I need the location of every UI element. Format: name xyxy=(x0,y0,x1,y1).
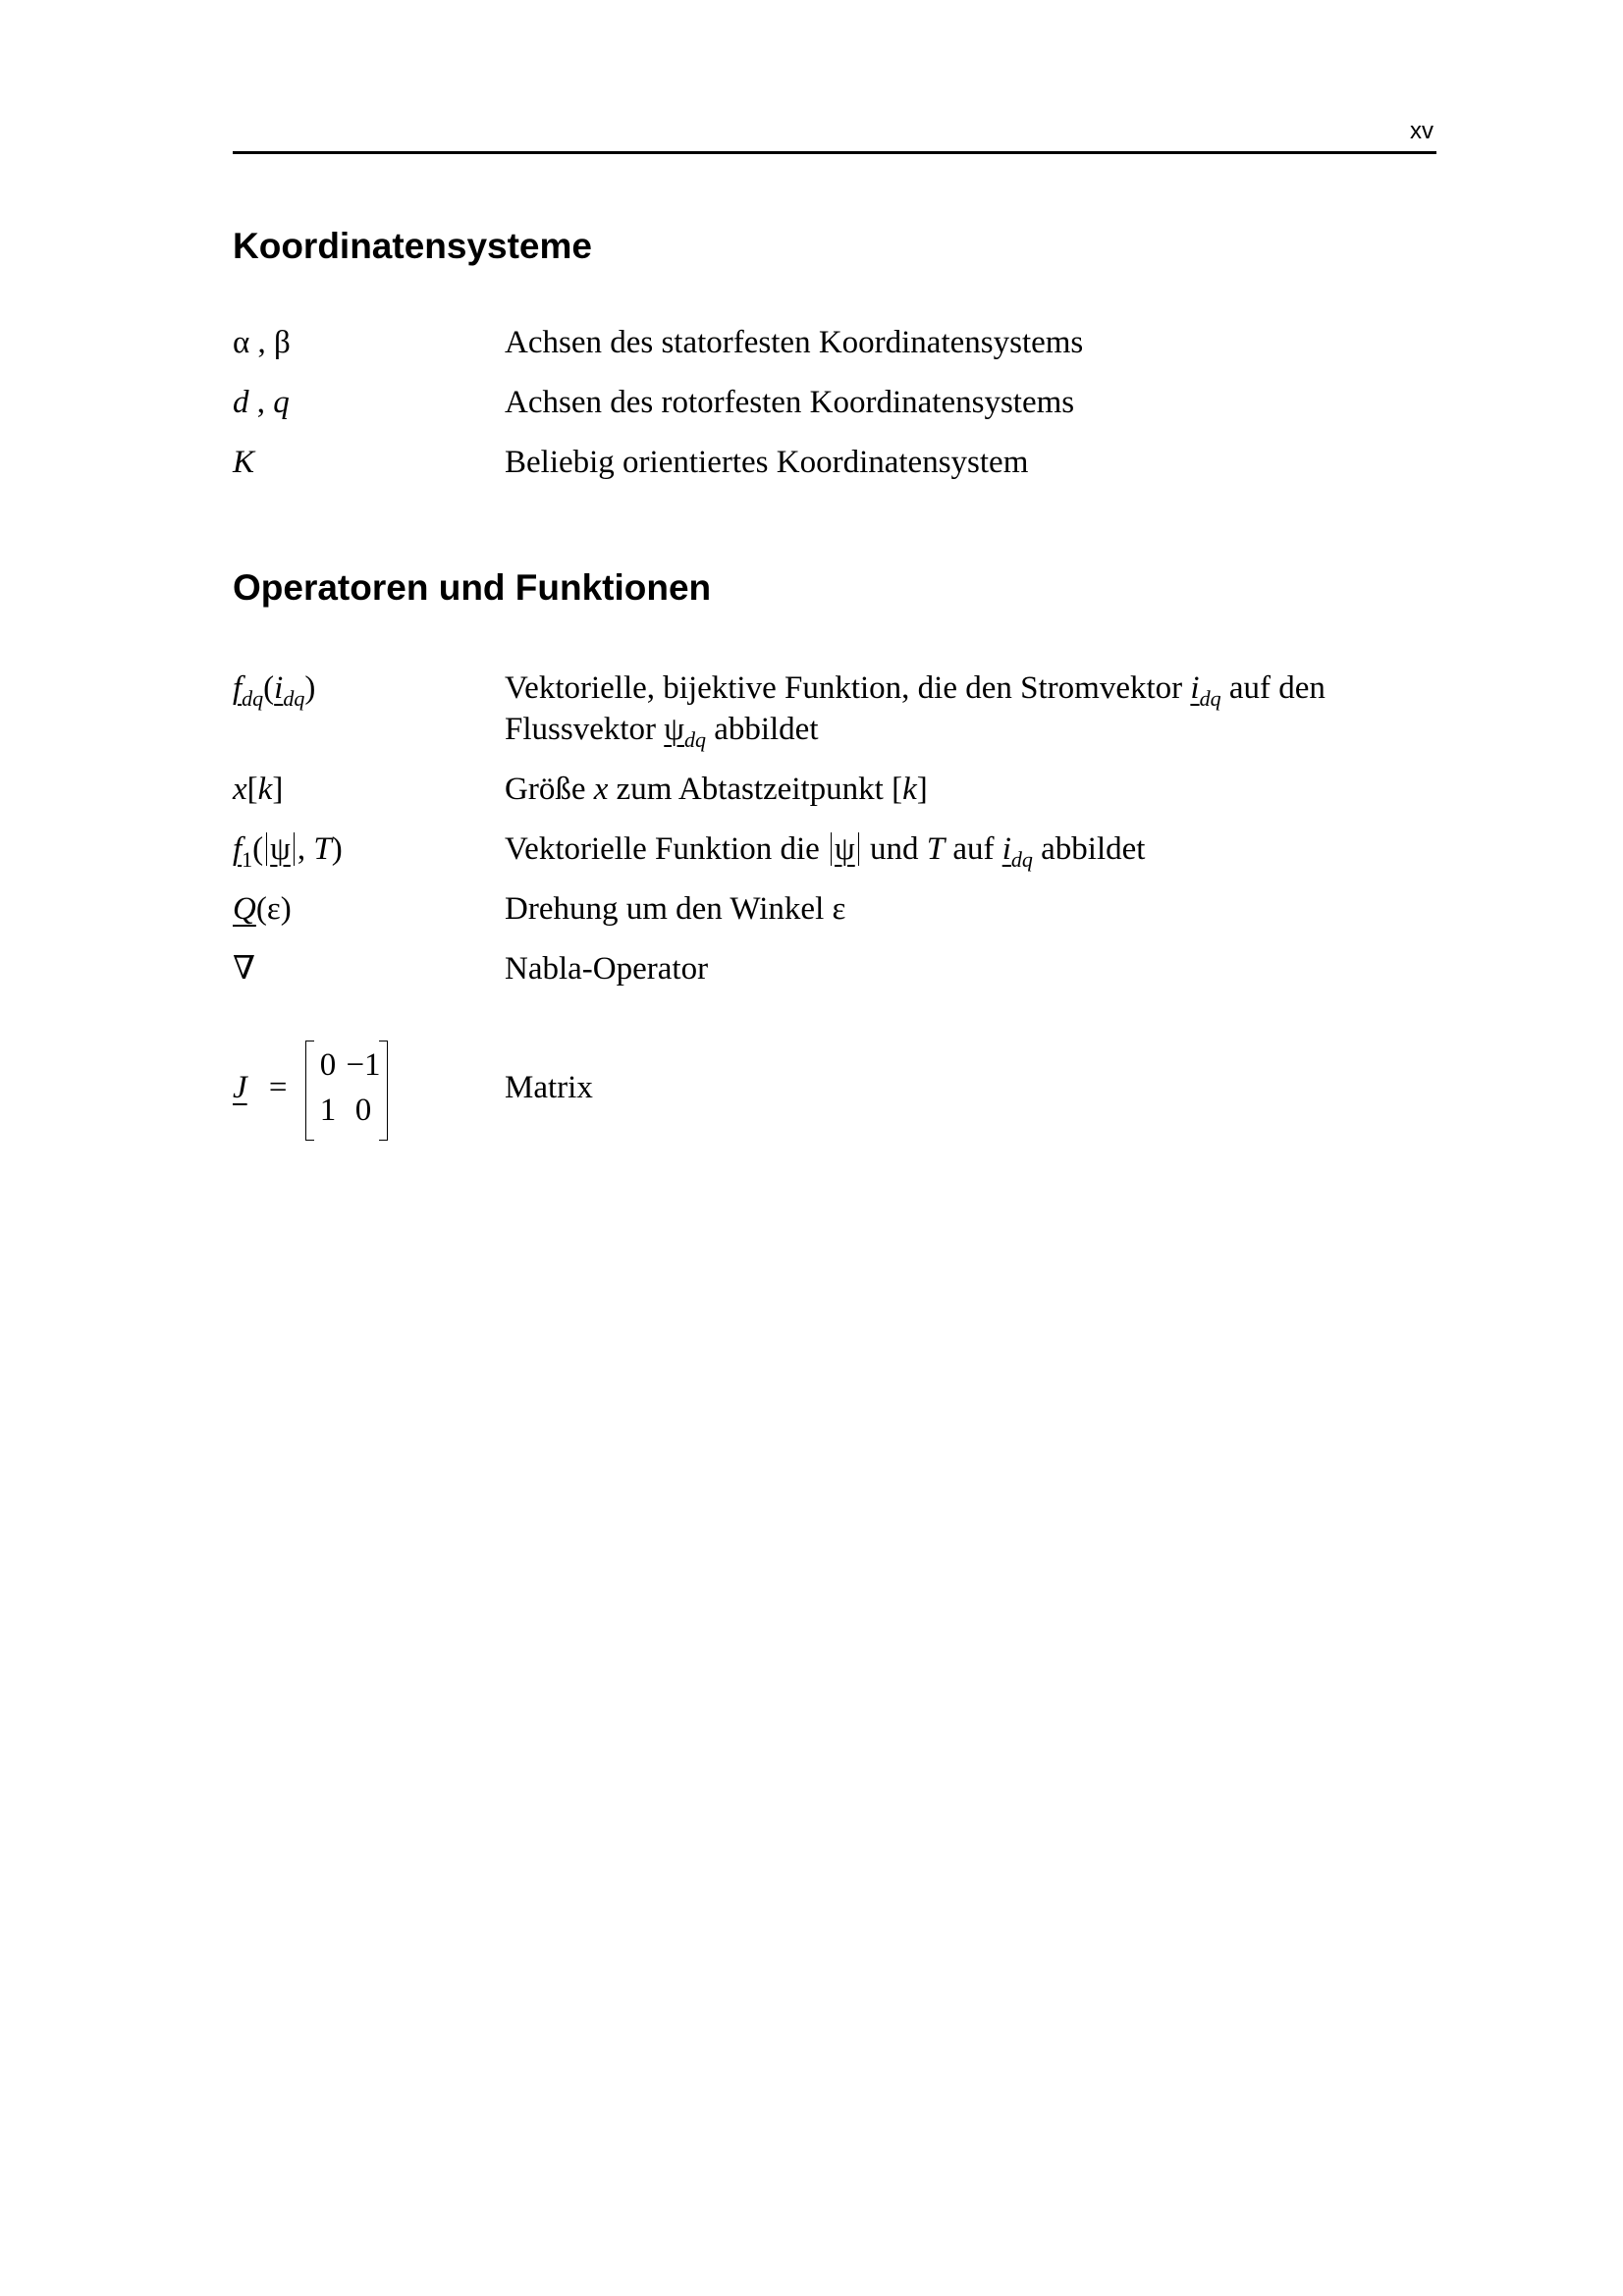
symbol-xk xyxy=(233,769,283,810)
symbol-comma: , xyxy=(297,831,314,867)
symbol-f: f xyxy=(233,831,243,867)
desc-var-i: i xyxy=(1190,670,1200,706)
desc-t: T xyxy=(926,831,946,867)
symbol-k-index: k xyxy=(257,772,273,807)
description: Achsen des rotorfesten Koordinatensystems xyxy=(505,385,1075,420)
symbol-paren-close: ) xyxy=(331,831,343,867)
symbol-alpha-beta: α , β xyxy=(233,325,291,360)
symbol-paren-open: ( xyxy=(252,831,264,867)
desc-part-3: abbildet xyxy=(714,712,819,747)
description xyxy=(505,667,1428,750)
desc-part-2: zum Abtastzeitpunkt [ xyxy=(616,772,903,807)
symbol-t: T xyxy=(313,831,332,867)
desc-var-i-sub: dq xyxy=(1010,847,1033,872)
matrix-cell-1-1: 0 xyxy=(319,1047,337,1083)
desc-var-i-sub: dq xyxy=(1199,686,1221,711)
matrix-body xyxy=(305,1041,388,1139)
symbol-paren-close: ) xyxy=(304,670,316,706)
desc-part-1: Vektorielle Funktion die xyxy=(505,831,820,867)
desc-psi: ψ xyxy=(835,831,855,867)
desc-var-x: x xyxy=(593,772,609,807)
symbol-j: J xyxy=(233,1070,247,1105)
matrix-cell-1-2: −1 xyxy=(346,1047,381,1083)
symbol-d: d xyxy=(233,385,249,420)
symbol-q-rotation xyxy=(233,888,292,930)
symbol-f-sub: dq xyxy=(242,686,264,711)
desc-part-2: auf den Flussvektor xyxy=(505,670,1325,747)
symbol-psi: ψ xyxy=(270,831,291,867)
matrix-cell-2-1: 1 xyxy=(319,1093,337,1128)
abs-bar-right xyxy=(294,832,295,866)
desc-var-psi: ψ xyxy=(664,712,684,747)
section-heading-operators: Operatoren und Funktionen xyxy=(233,567,712,608)
symbol-bracket-close: ] xyxy=(272,772,284,807)
symbol-paren-open: ( xyxy=(263,670,275,706)
matrix-bracket-right xyxy=(379,1041,388,1141)
description: Drehung um den Winkel ε xyxy=(505,891,846,927)
symbol-q: q xyxy=(273,385,290,420)
symbol-f-sub: 1 xyxy=(242,847,253,872)
abs-bar-right xyxy=(858,832,859,866)
symbol-i: i xyxy=(274,670,284,706)
page-number: xv xyxy=(1410,118,1434,144)
matrix-lhs xyxy=(233,1070,288,1106)
desc-part-2: und xyxy=(869,831,919,867)
section-heading-coordinates: Koordinatensysteme xyxy=(233,226,592,266)
description: Matrix xyxy=(505,1070,593,1105)
symbol-k: K xyxy=(233,445,255,480)
desc-part-1: Vektorielle, bijektive Funktion, die den Stromvektor xyxy=(505,670,1183,706)
desc-part-3: ] xyxy=(916,772,928,807)
description: Nabla-Operator xyxy=(505,951,709,987)
description xyxy=(505,828,1428,870)
symbol-f: f xyxy=(233,670,243,706)
desc-part-3: auf xyxy=(952,831,995,867)
header-rule xyxy=(233,151,1436,154)
desc-var-psi-sub: dq xyxy=(683,727,706,752)
symbol-fdq xyxy=(233,667,315,709)
symbol-q: Q xyxy=(233,891,256,927)
symbol-arg: (ε) xyxy=(255,891,292,927)
symbol-x: x xyxy=(233,772,247,807)
abs-bar-left xyxy=(831,832,832,866)
symbol-separator: , xyxy=(248,385,274,420)
description: Achsen des statorfesten Koordinatensystems xyxy=(505,325,1084,360)
symbol-nabla: ∇ xyxy=(233,951,256,987)
abs-bar-left xyxy=(266,832,267,866)
desc-part-1: Größe xyxy=(505,772,586,807)
desc-part-4: abbildet xyxy=(1041,831,1146,867)
symbol-f1 xyxy=(233,828,343,870)
matrix-cell-2-2: 0 xyxy=(354,1093,372,1128)
symbol-bracket-open: [ xyxy=(246,772,258,807)
symbol-d-q xyxy=(233,382,290,423)
desc-var-i: i xyxy=(1001,831,1011,867)
description: Beliebig orientiertes Koordinatensystem xyxy=(505,445,1029,480)
equals-sign: = xyxy=(268,1070,288,1105)
desc-index-k: k xyxy=(902,772,917,807)
operator-entry-matrix xyxy=(233,1041,1436,1148)
description xyxy=(505,769,1428,810)
symbol-i-sub: dq xyxy=(283,686,305,711)
